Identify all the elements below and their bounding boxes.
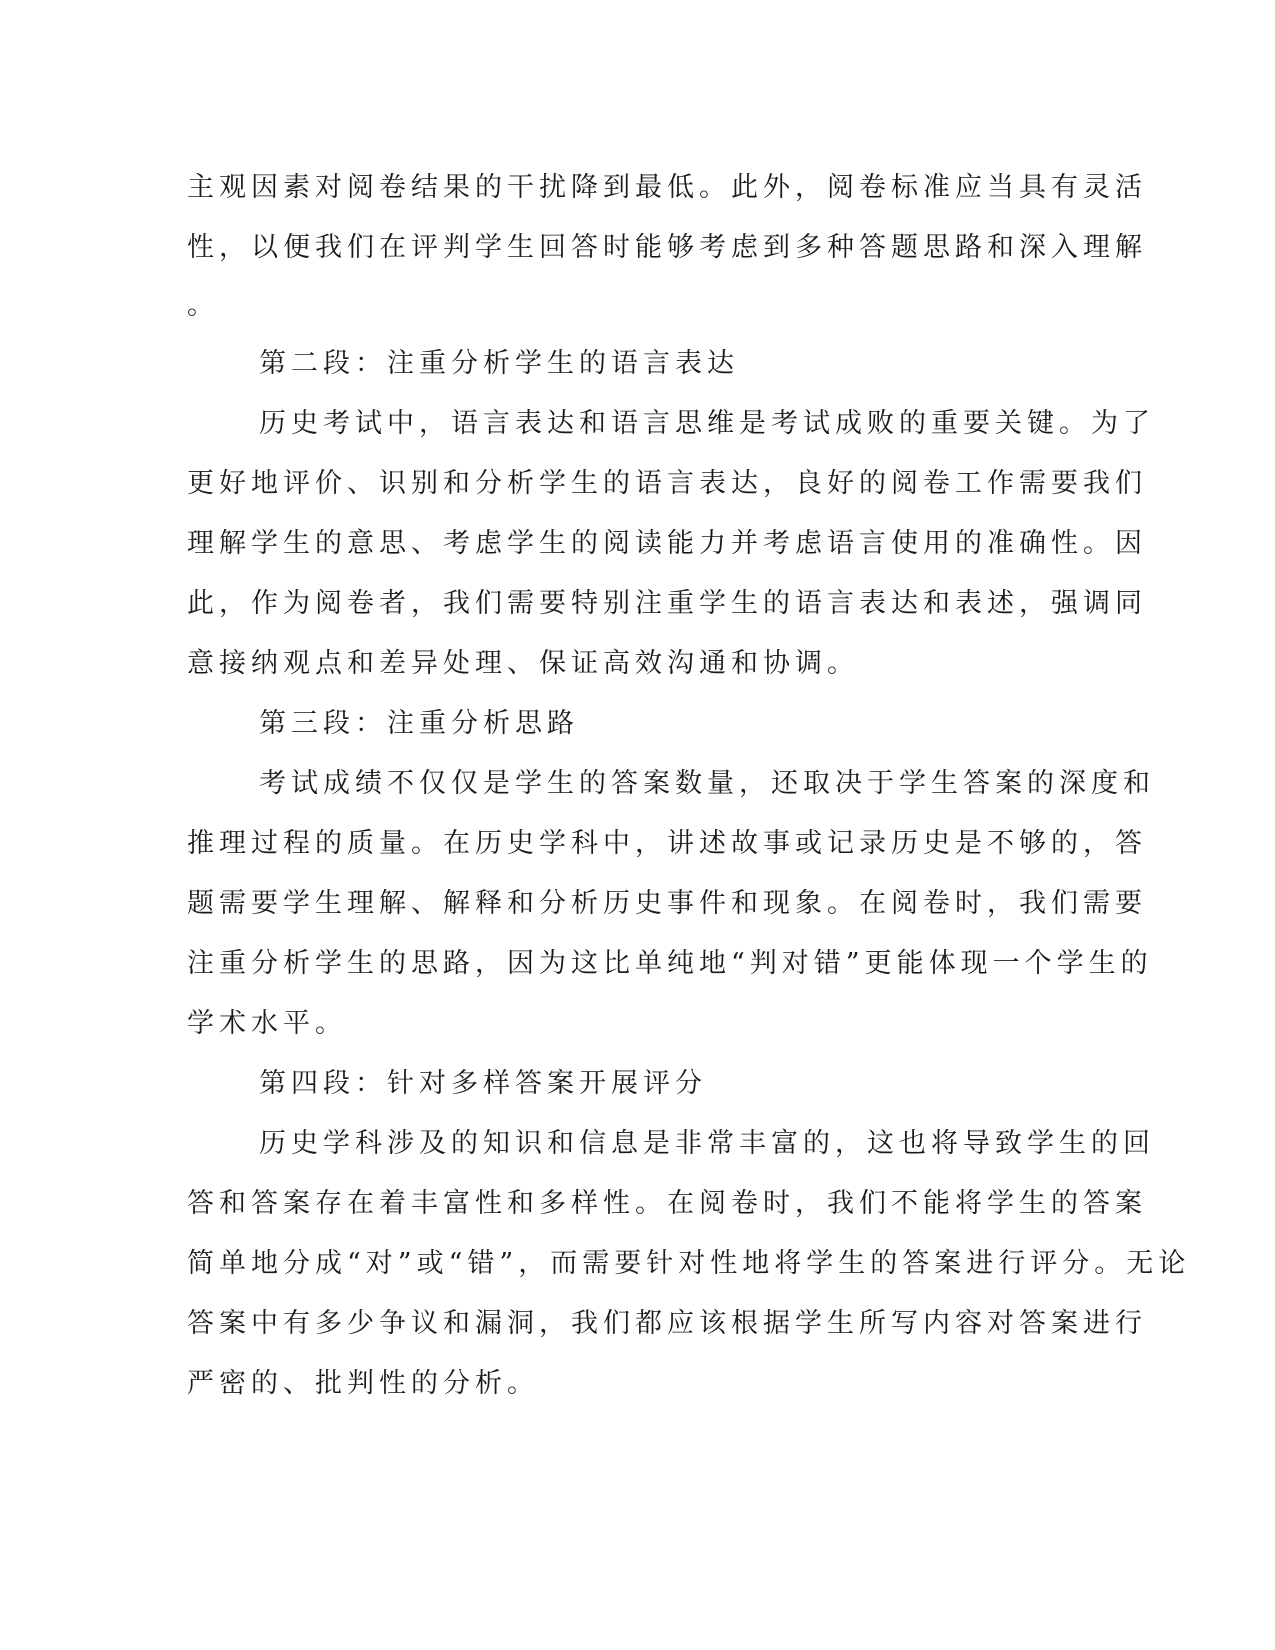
paragraph-line: 推理过程的质量。在历史学科中，讲述故事或记录历史是不够的，答: [187, 828, 1147, 859]
paragraph-line: 主观因素对阅卷结果的干扰降到最低。此外，阅卷标准应当具有灵活: [187, 172, 1147, 203]
paragraph-line: 意接纳观点和差异处理、保证高效沟通和协调。: [187, 648, 859, 679]
paragraph-line: 题需要学生理解、解释和分析历史事件和现象。在阅卷时，我们需要: [187, 888, 1147, 919]
paragraph-line: 学术水平。: [187, 1008, 347, 1039]
section-heading: 第四段：针对多样答案开展评分: [259, 1068, 707, 1099]
paragraph-line: 。: [187, 290, 219, 321]
paragraph-line: 答和答案存在着丰富性和多样性。在阅卷时，我们不能将学生的答案: [187, 1188, 1147, 1219]
section-heading: 第三段：注重分析思路: [259, 708, 579, 739]
document-body: [187, 158, 1191, 1414]
paragraph-line: 简单地分成“对”或“错”，而需要针对性地将学生的答案进行评分。无论: [187, 1248, 1191, 1279]
paragraph-line: 答案中有多少争议和漏洞，我们都应该根据学生所写内容对答案进行: [187, 1308, 1147, 1339]
paragraph-line: 注重分析学生的思路，因为这比单纯地“判对错”更能体现一个学生的: [187, 948, 1153, 979]
paragraph-line: 性，以便我们在评判学生回答时能够考虑到多种答题思路和深入理解: [187, 232, 1147, 263]
section-heading: 第二段：注重分析学生的语言表达: [259, 348, 739, 379]
paragraph-line: 历史学科涉及的知识和信息是非常丰富的，这也将导致学生的回: [259, 1128, 1155, 1159]
paragraph-line: 历史考试中，语言表达和语言思维是考试成败的重要关键。为了: [259, 408, 1155, 439]
paragraph-line: 严密的、批判性的分析。: [187, 1368, 539, 1399]
paragraph-line: 更好地评价、识别和分析学生的语言表达，良好的阅卷工作需要我们: [187, 468, 1147, 499]
paragraph-line: 理解学生的意思、考虑学生的阅读能力并考虑语言使用的准确性。因: [187, 528, 1147, 559]
paragraph-line: 考试成绩不仅仅是学生的答案数量，还取决于学生答案的深度和: [259, 768, 1155, 799]
paragraph-line: 此，作为阅卷者，我们需要特别注重学生的语言表达和表述，强调同: [187, 588, 1147, 619]
